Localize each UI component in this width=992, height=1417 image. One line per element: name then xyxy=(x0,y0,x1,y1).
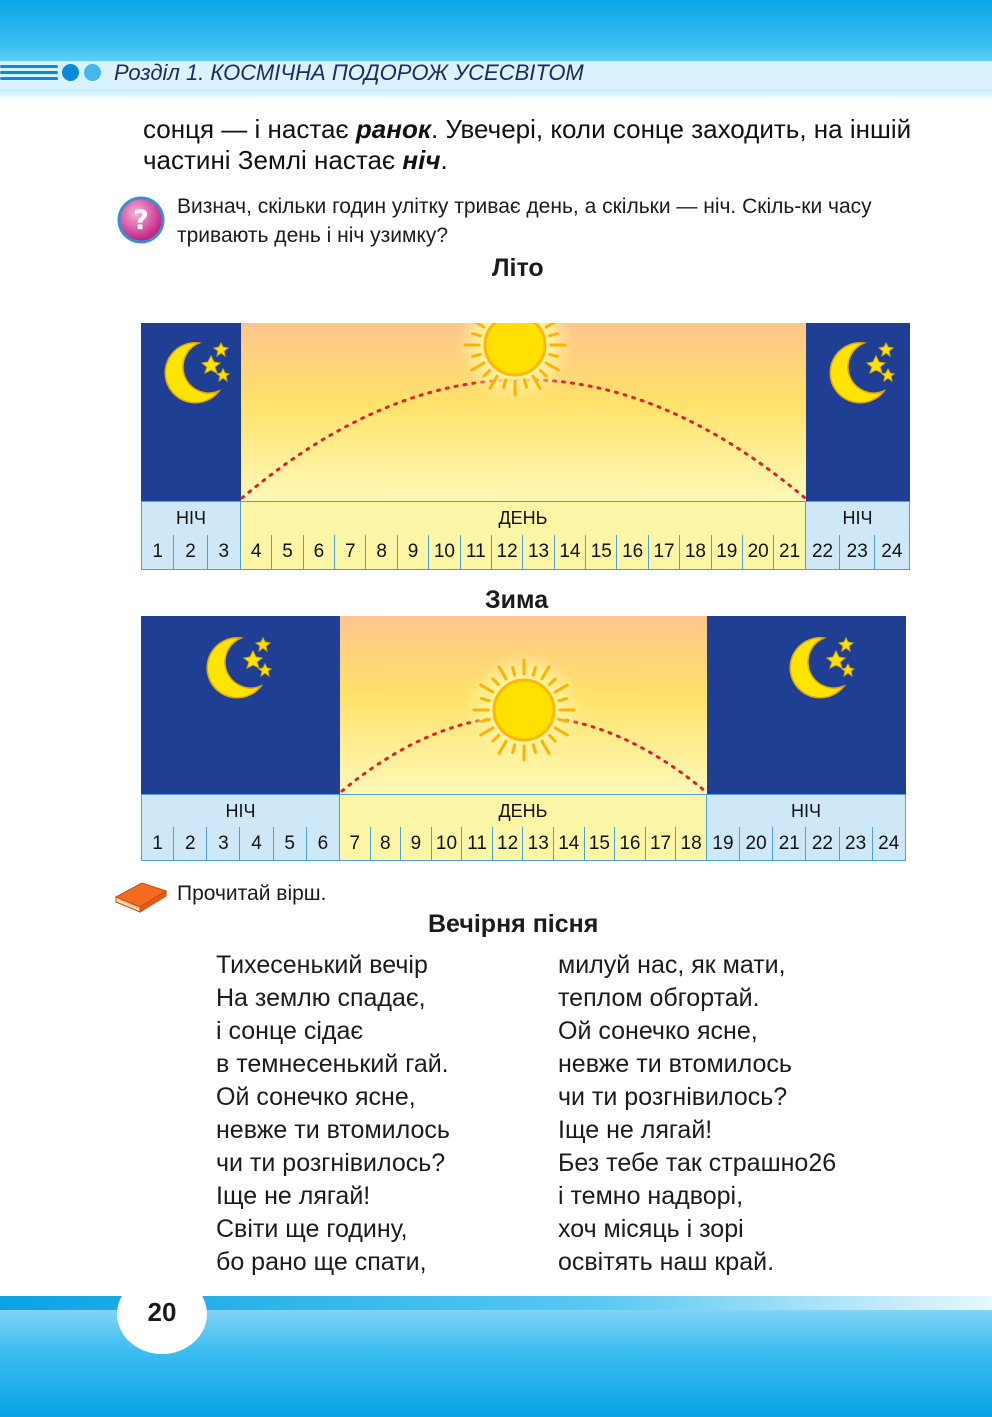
sun-ray xyxy=(504,380,506,388)
book-icon xyxy=(112,877,168,913)
svg-text:?: ? xyxy=(133,205,149,236)
hour-cell: 7 xyxy=(335,535,366,570)
hour-cell: 21 xyxy=(773,827,806,861)
read-instruction: Прочитай вірш. xyxy=(177,882,327,905)
hour-cell: 5 xyxy=(272,535,303,570)
sun-ray xyxy=(559,699,567,701)
sun-ray xyxy=(513,745,515,753)
poem-line: і темно надворі, xyxy=(558,1182,744,1210)
hour-cell: 12 xyxy=(492,535,523,570)
hour-cell: 15 xyxy=(586,535,617,570)
hour-cell: 9 xyxy=(398,535,429,570)
sun-ray xyxy=(513,668,515,676)
hour-cell: 8 xyxy=(366,535,397,570)
hour-cell: 1 xyxy=(141,535,174,570)
sun-ray xyxy=(473,334,481,336)
header-lines-decoration xyxy=(0,62,58,86)
hour-cell: 24 xyxy=(873,827,906,861)
hour-cell: 18 xyxy=(676,827,707,861)
winter-diagram xyxy=(141,616,906,861)
winter-hours-row xyxy=(141,827,906,861)
sun-ray xyxy=(550,334,558,336)
hour-cell: 20 xyxy=(743,535,774,570)
sun-ray xyxy=(473,354,481,356)
winter-label-row xyxy=(141,794,906,828)
intro-paragraph xyxy=(143,114,943,176)
winter-scene xyxy=(141,616,906,794)
hour-cell: 11 xyxy=(462,827,493,861)
hour-cell: 23 xyxy=(840,827,873,861)
poem-line: Іще не лягай! xyxy=(216,1182,371,1210)
hour-cell: 20 xyxy=(740,827,773,861)
hour-cell: 10 xyxy=(429,535,460,570)
hour-cell: 15 xyxy=(585,827,616,861)
poem-line: і сонце сідає xyxy=(216,1017,364,1045)
hour-cell: 13 xyxy=(523,535,554,570)
intro-text: . xyxy=(440,145,448,175)
hour-cell: 4 xyxy=(241,535,272,570)
hour-cell: 18 xyxy=(680,535,711,570)
question-icon xyxy=(117,196,165,244)
intro-bold-night: ніч xyxy=(402,145,441,175)
hour-cell: 14 xyxy=(555,535,586,570)
sun-ray xyxy=(550,354,558,356)
hour-cell: 17 xyxy=(649,535,680,570)
sun-icon xyxy=(466,652,582,768)
poem-line: Іще не лягай! xyxy=(558,1116,713,1144)
sun-ray xyxy=(533,668,535,676)
poem-column-left xyxy=(216,949,450,1279)
hour-cell: 8 xyxy=(371,827,402,861)
poem-line: чи ти розгнівилось? xyxy=(558,1083,788,1111)
sun-ray xyxy=(533,745,535,753)
poem-line: милуй нас, як мати, xyxy=(558,951,786,979)
summer-diagram xyxy=(141,323,910,569)
poem-title: Вечірня пісня xyxy=(428,910,599,938)
day-label: ДЕНЬ xyxy=(340,795,707,828)
poem-line: бо рано ще спати, xyxy=(216,1248,427,1276)
hour-cell: 13 xyxy=(523,827,554,861)
hour-cell: 16 xyxy=(617,535,648,570)
night-label: НІЧ xyxy=(141,502,241,536)
summer-scene xyxy=(141,323,910,501)
poem-line: Ой сонечко ясне, xyxy=(216,1083,416,1111)
sun-ray xyxy=(482,719,490,721)
poem-line: чи ти розгнівилось? xyxy=(216,1149,446,1177)
hour-cell: 19 xyxy=(712,535,743,570)
question-text: Визнач, скільки годин улітку триває день, а скільки — ніч. Скіль-ки часу тривають день і ніч узимку? xyxy=(177,195,872,247)
hour-cell: 4 xyxy=(240,827,273,861)
hour-cell: 7 xyxy=(340,827,371,861)
hour-cell: 22 xyxy=(806,535,841,570)
hour-cell: 17 xyxy=(646,827,677,861)
intro-bold-morning: ранок xyxy=(355,114,432,144)
hour-cell: 12 xyxy=(493,827,524,861)
section-title: Розділ 1. КОСМІЧНА ПОДОРОЖ УСЕСВІТОМ xyxy=(114,60,584,85)
night-label: НІЧ xyxy=(707,795,906,828)
intro-text: сонця — і настає xyxy=(143,114,356,144)
poem-line: освітять наш край. xyxy=(558,1248,775,1276)
poem-line: На землю спадає, xyxy=(216,984,426,1012)
hour-cell: 16 xyxy=(615,827,646,861)
poem-line: теплом обгортай. xyxy=(558,984,760,1012)
poem-line: Без тебе так страшно26 xyxy=(558,1149,837,1177)
day-label: ДЕНЬ xyxy=(241,502,806,536)
poem-line: Світи ще годину, xyxy=(216,1215,408,1243)
header-dot-icon xyxy=(84,64,101,81)
summer-night-right xyxy=(806,323,910,501)
hour-cell: 6 xyxy=(307,827,340,861)
intro-text: . Увечері, коли сонце заходить, на іншій частині Землі настає xyxy=(143,114,912,175)
page-number: 20 xyxy=(147,1297,177,1327)
poem-line: Ой сонечко ясне, xyxy=(558,1017,758,1045)
summer-hours-row xyxy=(141,535,910,570)
hour-cell: 10 xyxy=(432,827,463,861)
hour-cell: 1 xyxy=(141,827,174,861)
winter-title: Зима xyxy=(485,586,549,614)
hour-cell: 2 xyxy=(174,827,207,861)
hour-cell: 14 xyxy=(554,827,585,861)
hour-cell: 9 xyxy=(401,827,432,861)
hour-cell: 2 xyxy=(174,535,207,570)
hour-cell: 19 xyxy=(707,827,740,861)
sun-ray xyxy=(524,380,526,388)
hour-cell: 5 xyxy=(274,827,307,861)
night-label: НІЧ xyxy=(141,795,340,828)
hour-cell: 21 xyxy=(774,535,805,570)
hour-cell: 6 xyxy=(304,535,335,570)
poem-line: невже ти втомилось xyxy=(558,1050,792,1078)
summer-title: Літо xyxy=(492,254,544,282)
sun-ray xyxy=(559,719,567,721)
hour-cell: 3 xyxy=(207,827,240,861)
hour-cell: 24 xyxy=(875,535,910,570)
poem-line: Тихесенький вечір xyxy=(216,951,428,979)
night-label: НІЧ xyxy=(806,502,910,536)
poem-column-right xyxy=(558,949,836,1279)
winter-night-left xyxy=(141,616,340,794)
poem-line: в темнесенький гай. xyxy=(216,1050,449,1078)
hour-cell: 11 xyxy=(461,535,492,570)
hour-cell: 23 xyxy=(840,535,875,570)
hour-cell: 22 xyxy=(806,827,839,861)
sun-ray xyxy=(482,699,490,701)
summer-label-row xyxy=(141,501,910,536)
hour-cell: 3 xyxy=(208,535,241,570)
poem-line: невже ти втомилось xyxy=(216,1116,450,1144)
header-dot-icon xyxy=(62,64,79,81)
poem-line: хоч місяць і зорі xyxy=(558,1215,744,1243)
